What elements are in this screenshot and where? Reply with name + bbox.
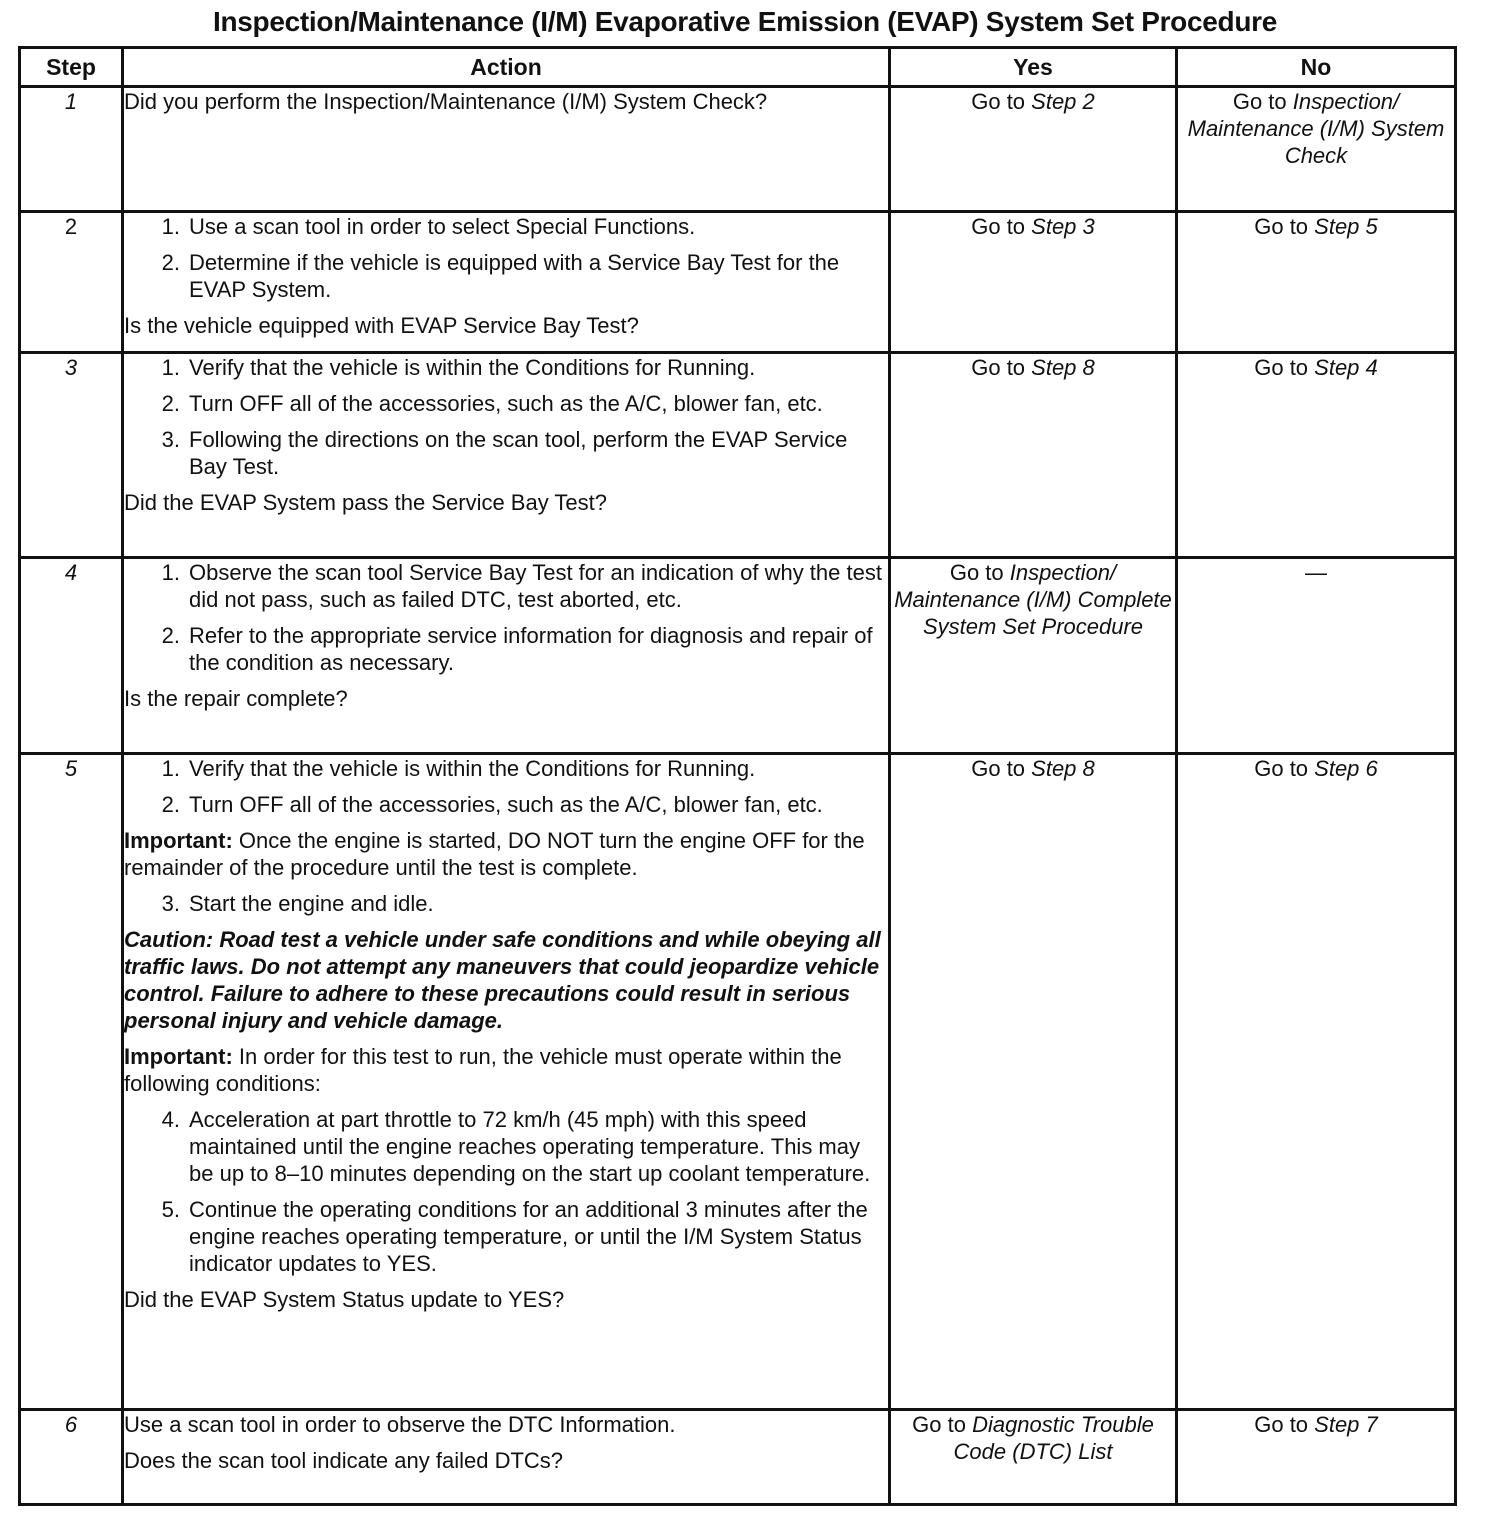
item-number: 5. — [161, 1197, 180, 1222]
no-link[interactable]: Step 5 — [1314, 214, 1378, 239]
action-cell — [123, 353, 890, 558]
action-question: Does the scan tool indicate any failed DTCs? — [124, 1448, 564, 1473]
item-text: Refer to the appropriate service information for diagnosis and repair of the condition as necessary. — [189, 623, 873, 675]
yes-cell — [890, 212, 1177, 353]
page-title: Inspection/Maintenance (I/M) Evaporative Emission (EVAP) System Set Procedure — [212, 6, 1277, 37]
no-prefix: Go to — [1232, 89, 1293, 114]
yes-prefix: Go to — [971, 756, 1032, 781]
item-text: Continue the operating conditions for an additional 3 minutes after the engine reaches operating temperature, or until the I/M System Status indicator updates to YES. — [189, 1197, 868, 1276]
important-text: Once the engine is started, DO NOT turn the engine OFF for the remainder of the procedure until the test is complete. — [124, 828, 865, 880]
action-cell — [123, 558, 890, 754]
no-link[interactable]: Inspection/ Maintenance (I/M) System Check — [1187, 89, 1445, 168]
yes-cell — [890, 558, 1177, 754]
header-no: No — [1177, 48, 1456, 87]
step-number: 5 — [20, 754, 123, 1410]
no-prefix: Go to — [1254, 355, 1315, 380]
item-text: Verify that the vehicle is within the Conditions for Running. — [189, 756, 756, 781]
table-row-step-2 — [20, 212, 1456, 353]
list-item — [124, 354, 888, 381]
action-cell — [123, 1410, 890, 1505]
list-item — [124, 755, 888, 782]
table-row-step-5 — [20, 754, 1456, 1410]
list-item — [124, 249, 888, 303]
table-row-step-4 — [20, 558, 1456, 754]
no-link[interactable]: Step 4 — [1314, 355, 1378, 380]
item-text: Acceleration at part throttle to 72 km/h (45 mph) with this speed maintained until the engine reaches operating temperature. This may be up to 8–10 minutes depending on the start up coolant temperature. — [189, 1107, 871, 1186]
action-cell — [123, 212, 890, 353]
important-label: Important: — [124, 828, 233, 853]
list-item — [124, 890, 888, 917]
item-text: Turn OFF all of the accessories, such as the A/C, blower fan, etc. — [189, 391, 823, 416]
action-question: Did the EVAP System Status update to YES? — [124, 1287, 565, 1312]
action-cell — [123, 754, 890, 1410]
table-row-step-6 — [20, 1410, 1456, 1505]
item-number: 4. — [161, 1107, 180, 1132]
item-text: Use a scan tool in order to select Special Functions. — [189, 214, 696, 239]
yes-prefix: Go to — [971, 89, 1032, 114]
important-note — [124, 827, 888, 881]
no-prefix: Go to — [1254, 1412, 1315, 1437]
important-label: Important: — [124, 1044, 233, 1069]
action-question: Did you perform the Inspection/Maintenance (I/M) System Check? — [124, 89, 768, 114]
yes-prefix: Go to — [949, 560, 1010, 585]
item-text: Determine if the vehicle is equipped with a Service Bay Test for the EVAP System. — [189, 250, 840, 302]
item-number: 2. — [161, 250, 180, 275]
step-number: 1 — [20, 87, 123, 212]
yes-cell — [890, 87, 1177, 212]
no-cell — [1177, 353, 1456, 558]
item-text: Following the directions on the scan tool, perform the EVAP Service Bay Test. — [189, 427, 848, 479]
yes-prefix: Go to — [971, 214, 1032, 239]
yes-prefix: Go to — [971, 355, 1032, 380]
no-prefix: Go to — [1254, 214, 1315, 239]
item-text: Observe the scan tool Service Bay Test for an indication of why the test did not pass, such as failed DTC, test aborted, etc. — [189, 560, 882, 612]
item-text: Turn OFF all of the accessories, such as the A/C, blower fan, etc. — [189, 792, 823, 817]
header-step: Step — [20, 48, 123, 87]
yes-link[interactable]: Diagnostic Trouble Code (DTC) List — [953, 1412, 1154, 1464]
item-number: 1. — [161, 756, 180, 781]
procedure-table — [18, 46, 1457, 1506]
yes-prefix: Go to — [912, 1412, 973, 1437]
list-item — [124, 1106, 888, 1187]
no-link[interactable]: Step 6 — [1314, 756, 1378, 781]
item-number: 3. — [161, 891, 180, 916]
step-number: 3 — [20, 353, 123, 558]
item-number: 2. — [161, 623, 180, 648]
important-text: In order for this test to run, the vehicle must operate within the following conditions: — [124, 1044, 842, 1096]
yes-link[interactable]: Step 8 — [1031, 756, 1095, 781]
no-cell — [1177, 1410, 1456, 1505]
item-number: 3. — [161, 427, 180, 452]
step-number: 4 — [20, 558, 123, 754]
yes-link[interactable]: Step 3 — [1031, 214, 1095, 239]
table-row-step-3 — [20, 353, 1456, 558]
item-number: 1. — [161, 355, 180, 380]
step-number: 2 — [20, 212, 123, 353]
action-cell — [123, 87, 890, 212]
header-row — [20, 48, 1456, 87]
yes-link[interactable]: Step 2 — [1031, 89, 1095, 114]
item-text: Start the engine and idle. — [189, 891, 434, 916]
step-number: 6 — [20, 1410, 123, 1505]
list-item — [124, 622, 888, 676]
list-item — [124, 426, 888, 480]
yes-link[interactable]: Inspection/ Maintenance (I/M) Complete System Set Procedure — [894, 560, 1172, 639]
important-note — [124, 1043, 888, 1097]
item-number: 2. — [161, 391, 180, 416]
list-item — [124, 559, 888, 613]
no-cell — [1177, 754, 1456, 1410]
no-link[interactable]: Step 7 — [1314, 1412, 1378, 1437]
action-question: Did the EVAP System pass the Service Bay Test? — [124, 490, 608, 515]
yes-link[interactable]: Step 8 — [1031, 355, 1095, 380]
item-number: 1. — [161, 214, 180, 239]
item-number: 2. — [161, 792, 180, 817]
list-item — [124, 791, 888, 818]
header-yes: Yes — [890, 48, 1177, 87]
list-item — [124, 390, 888, 417]
yes-cell — [890, 1410, 1177, 1505]
item-number: 1. — [161, 560, 180, 585]
header-action: Action — [123, 48, 890, 87]
action-question: Is the repair complete? — [124, 686, 348, 711]
action-question: Is the vehicle equipped with EVAP Service Bay Test? — [124, 313, 639, 338]
list-item — [124, 213, 888, 240]
table-row-step-1 — [20, 87, 1456, 212]
no-cell — [1177, 212, 1456, 353]
no-cell: — — [1177, 558, 1456, 754]
list-item — [124, 1196, 888, 1277]
no-cell — [1177, 87, 1456, 212]
yes-cell — [890, 754, 1177, 1410]
action-text: Use a scan tool in order to observe the DTC Information. — [124, 1412, 676, 1437]
yes-cell — [890, 353, 1177, 558]
item-text: Verify that the vehicle is within the Conditions for Running. — [189, 355, 756, 380]
caution-note: Caution: Road test a vehicle under safe conditions and while obeying all traffic laws. Do not attempt any maneuvers that could jeopardize vehicle control. Failure to adhere to these precautions could result in serious personal injury and vehicle damage. — [124, 927, 881, 1033]
no-prefix: Go to — [1254, 756, 1315, 781]
